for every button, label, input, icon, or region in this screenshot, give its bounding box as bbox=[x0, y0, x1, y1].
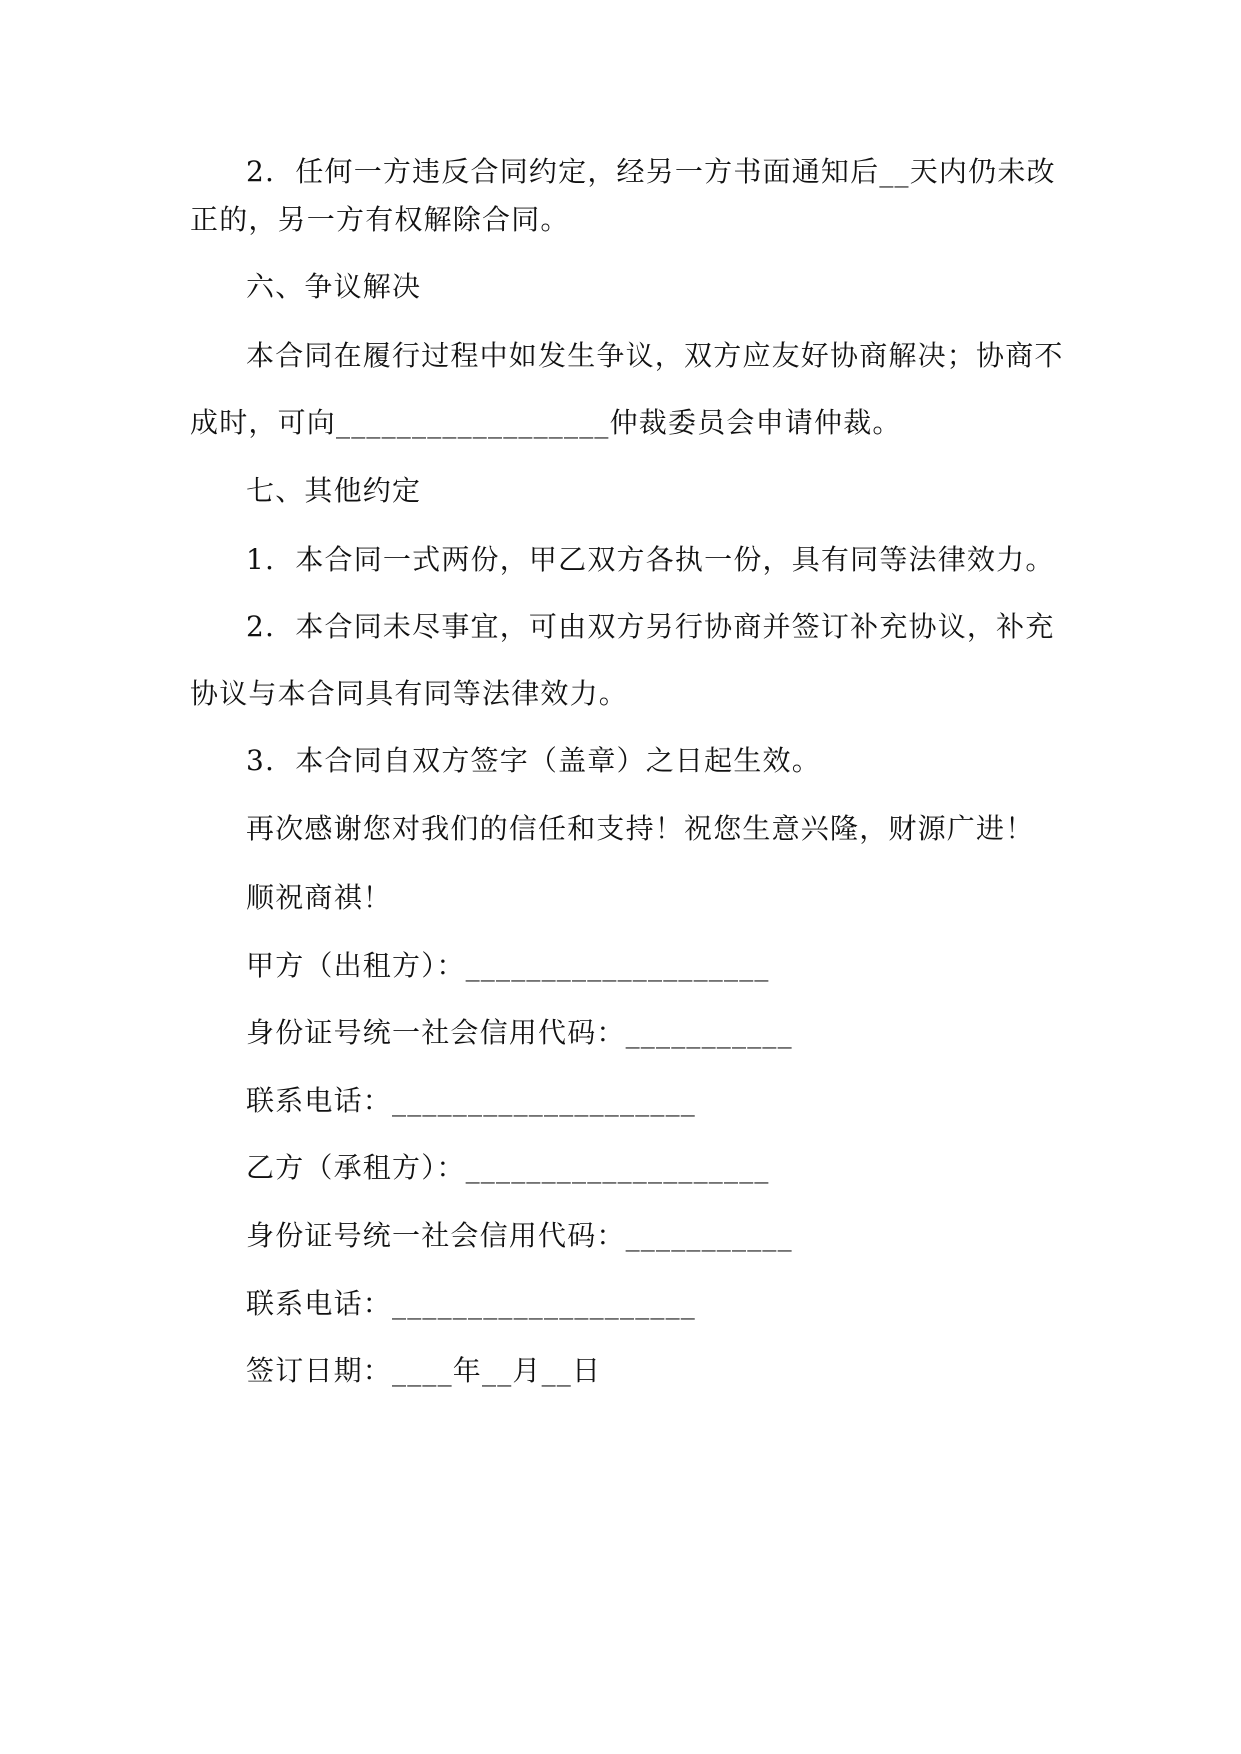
section7-item2-line1: 2. 本合同未尽事宜，可由双方另行协商并签订补充协议，补充 bbox=[246, 610, 1055, 643]
clause5-item2-line2: 正的，另一方有权解除合同。 bbox=[190, 203, 570, 236]
party-b-id: 身份证号统一社会信用代码：___________ bbox=[246, 1219, 793, 1252]
section6-body-line1: 本合同在履行过程中如发生争议，双方应友好协商解决；协商不 bbox=[246, 339, 1064, 372]
closing-regards: 顺祝商祺！ bbox=[246, 881, 393, 914]
party-a-phone: 联系电话：____________________ bbox=[246, 1084, 697, 1117]
section7-item1: 1. 本合同一式两份，甲乙双方各执一份，具有同等法律效力。 bbox=[246, 543, 1055, 576]
section6-body-line2: 成时，可向__________________仲裁委员会申请仲裁。 bbox=[190, 406, 902, 439]
sign-date: 签订日期：____年__月__日 bbox=[246, 1354, 602, 1387]
party-b-phone: 联系电话：____________________ bbox=[246, 1287, 697, 1320]
section7-heading: 七、其他约定 bbox=[246, 474, 422, 507]
party-a-label: 甲方（出租方）：____________________ bbox=[246, 949, 770, 982]
section6-heading: 六、争议解决 bbox=[246, 270, 422, 303]
closing-thanks: 再次感谢您对我们的信任和支持！祝您生意兴隆，财源广进！ bbox=[246, 812, 1035, 845]
party-b-label: 乙方（承租方）：____________________ bbox=[246, 1151, 770, 1184]
party-a-id: 身份证号统一社会信用代码：___________ bbox=[246, 1016, 793, 1049]
section7-item2-line2: 协议与本合同具有同等法律效力。 bbox=[190, 677, 629, 710]
clause5-item2-line1: 2. 任何一方违反合同约定，经另一方书面通知后__天内仍未改 bbox=[246, 155, 1056, 188]
section7-item3: 3. 本合同自双方签字（盖章）之日起生效。 bbox=[246, 744, 821, 777]
